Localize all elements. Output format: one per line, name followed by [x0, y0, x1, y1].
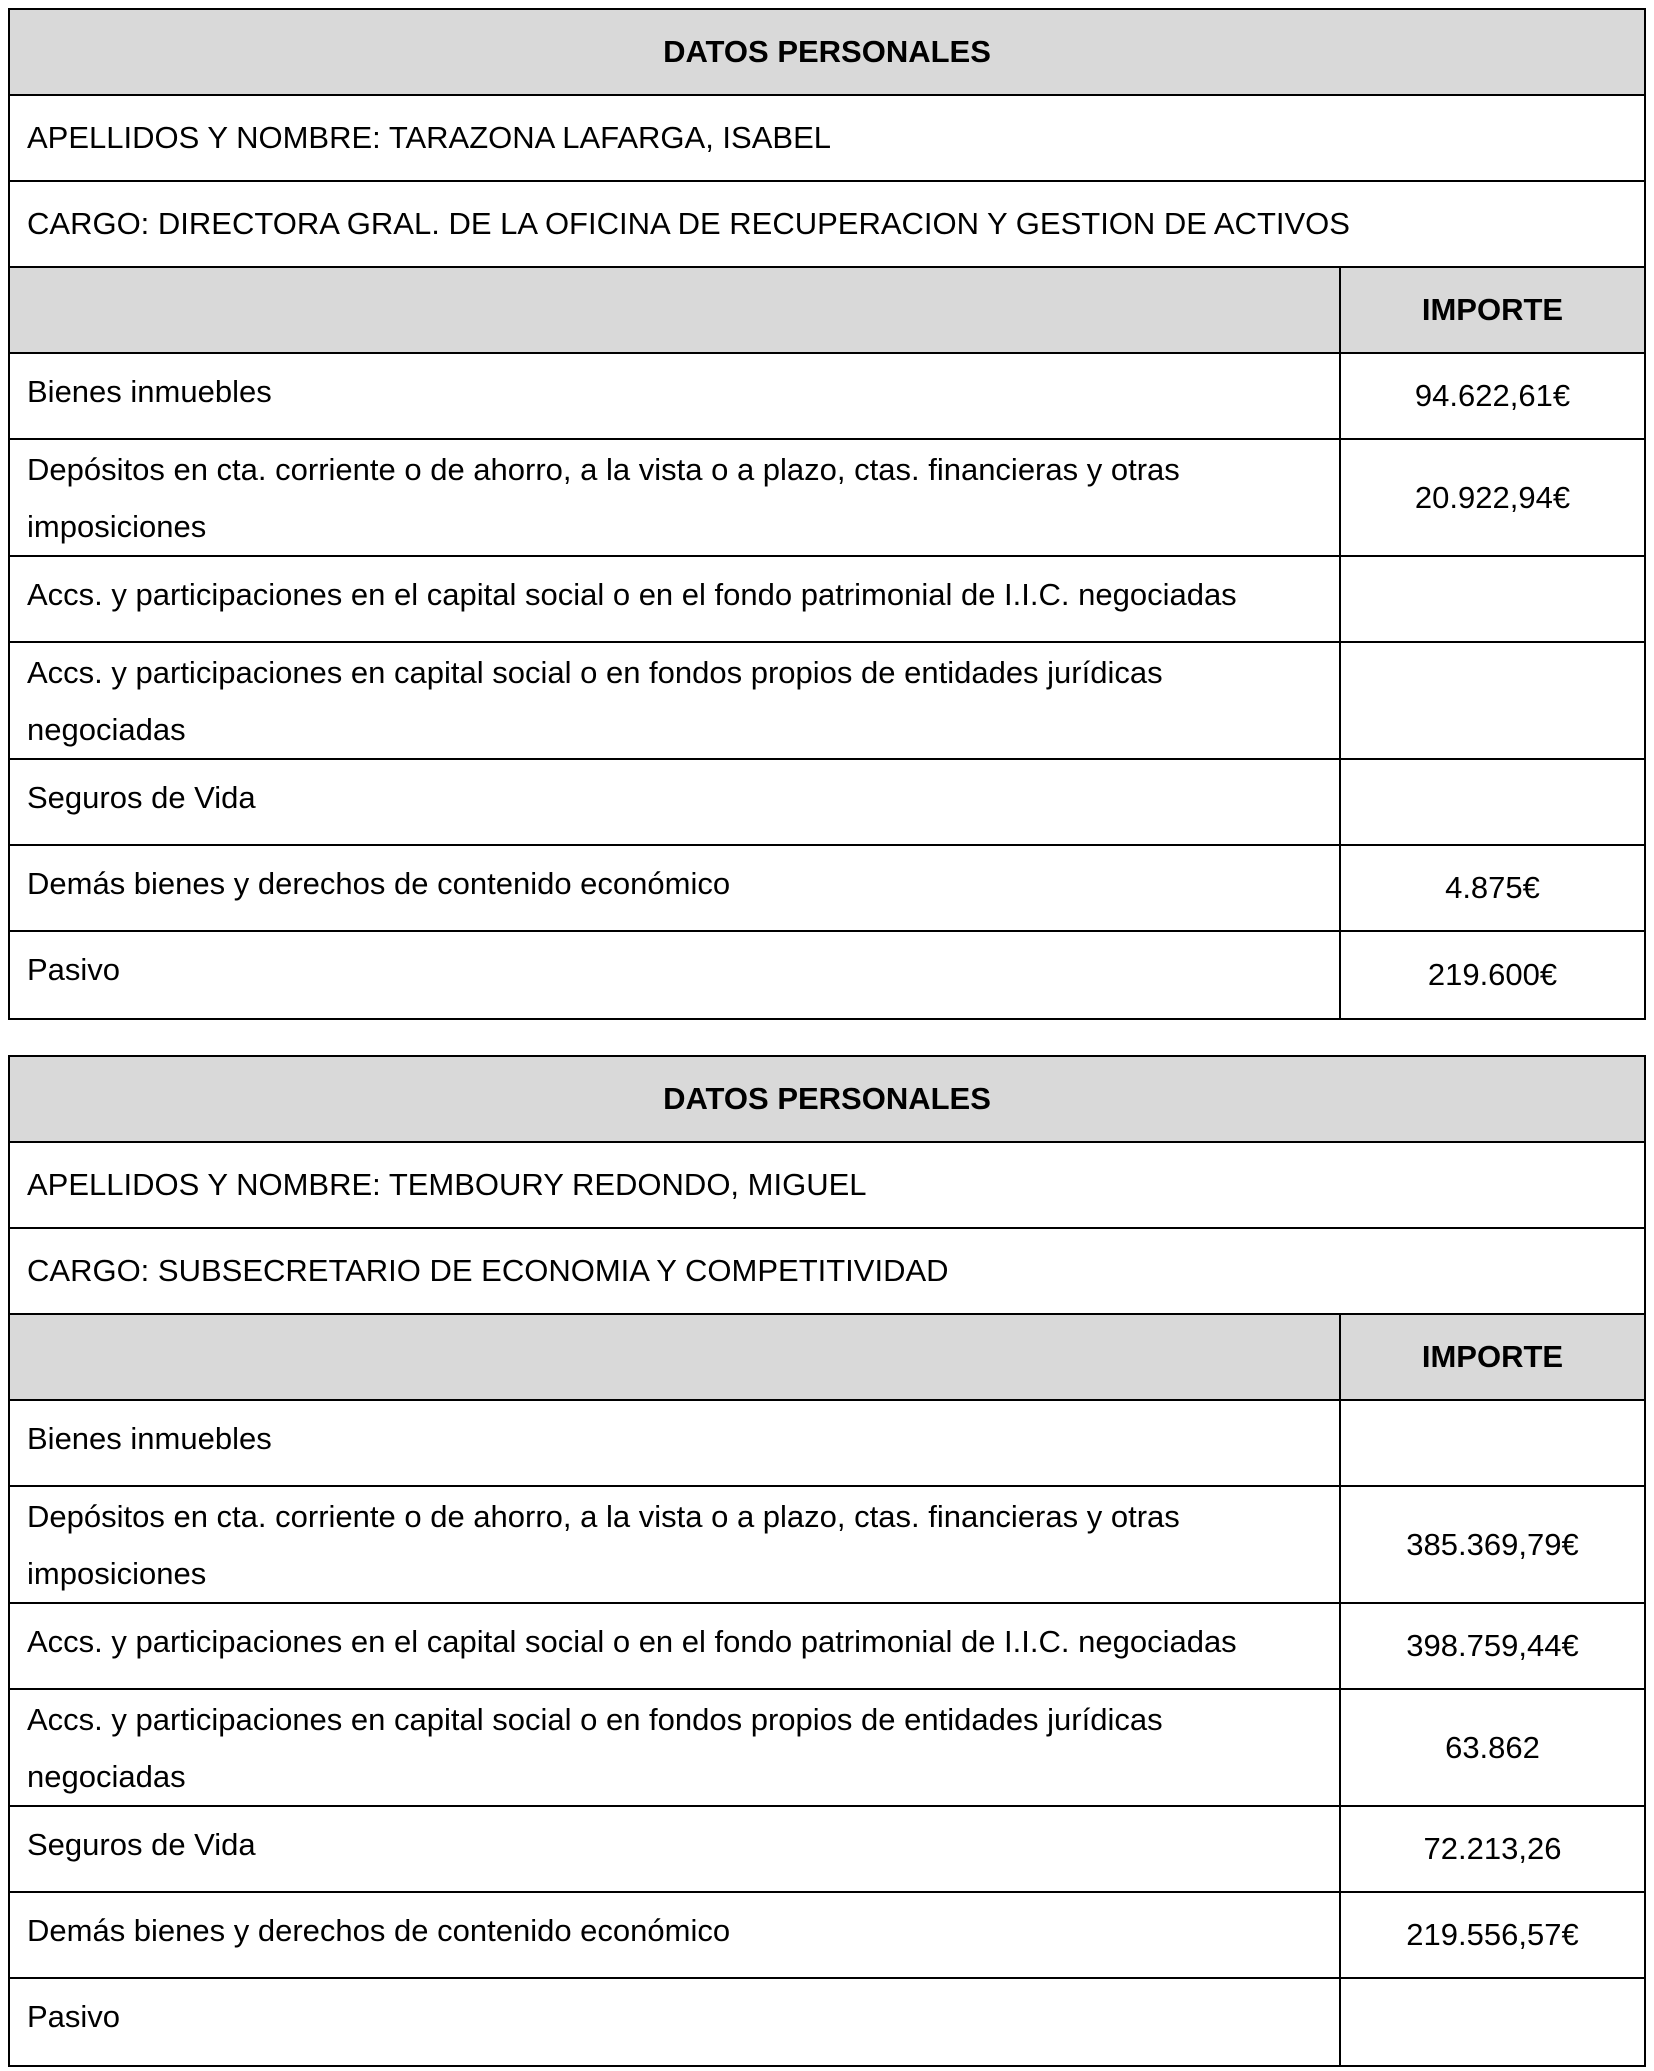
- table-row: [10, 440, 1644, 557]
- item-label: Accs. y participaciones en el capital social o en el fondo patrimonial de I.I.C. negociadas: [10, 1604, 1341, 1688]
- importe-header: IMPORTE: [1421, 1339, 1564, 1374]
- item-label: Pasivo: [10, 932, 1341, 1018]
- item-amount: [1341, 557, 1644, 641]
- section-header: DATOS PERSONALES: [10, 1057, 1644, 1143]
- table-row: [10, 354, 1644, 440]
- table-row: [10, 1979, 1644, 2065]
- item-label: Demás bienes y derechos de contenido económico: [10, 846, 1341, 930]
- item-amount: 72.213,26: [1423, 1831, 1562, 1866]
- declaration-table-2: [8, 1055, 1646, 2067]
- table-row: [10, 1893, 1644, 1979]
- importe-header: IMPORTE: [1421, 292, 1564, 327]
- item-amount: 4.875€: [1445, 870, 1540, 905]
- table-row: [10, 1487, 1644, 1604]
- table-row: [10, 1690, 1644, 1807]
- table-row: [10, 1807, 1644, 1893]
- name-line: APELLIDOS Y NOMBRE: TARAZONA LAFARGA, ISABEL: [10, 96, 1644, 182]
- table-row: [10, 1604, 1644, 1690]
- item-amount: 63.862: [1445, 1729, 1540, 1765]
- item-amount: 385.369,79€: [1406, 1526, 1579, 1562]
- item-label: Accs. y participaciones en capital social o en fondos propios de entidades jurídicas negociadas: [10, 643, 1341, 758]
- table-row: [10, 846, 1644, 932]
- name-line: APELLIDOS Y NOMBRE: TEMBOURY REDONDO, MIGUEL: [10, 1143, 1644, 1229]
- table-row: [10, 643, 1644, 760]
- table-row: [10, 1401, 1644, 1487]
- column-header-row: [10, 268, 1644, 354]
- item-amount: [1341, 643, 1644, 758]
- table-row: [10, 932, 1644, 1018]
- cargo-line: CARGO: DIRECTORA GRAL. DE LA OFICINA DE RECUPERACION Y GESTION DE ACTIVOS: [10, 182, 1644, 268]
- item-amount: 20.922,94€: [1414, 479, 1571, 515]
- item-label: Accs. y participaciones en capital social o en fondos propios de entidades jurídicas negociadas: [10, 1690, 1341, 1805]
- item-amount: 219.600€: [1427, 957, 1558, 992]
- cargo-line: CARGO: SUBSECRETARIO DE ECONOMIA Y COMPETITIVIDAD: [10, 1229, 1644, 1315]
- item-amount: 219.556,57€: [1406, 1917, 1579, 1952]
- item-label: Seguros de Vida: [10, 1807, 1341, 1891]
- declaration-table-1: [8, 8, 1646, 1020]
- empty-header-cell: [10, 1315, 1341, 1399]
- item-label: Bienes inmuebles: [10, 354, 1341, 438]
- table-row: [10, 760, 1644, 846]
- item-amount: [1341, 1401, 1644, 1485]
- item-amount: [1341, 760, 1644, 844]
- item-label: Depósitos en cta. corriente o de ahorro, a la vista o a plazo, ctas. financieras y otras imposiciones: [10, 1487, 1341, 1602]
- item-label: Demás bienes y derechos de contenido económico: [10, 1893, 1341, 1977]
- item-label: Pasivo: [10, 1979, 1341, 2065]
- item-amount: 94.622,61€: [1414, 378, 1571, 413]
- item-amount: [1341, 1979, 1644, 2065]
- item-label: Depósitos en cta. corriente o de ahorro, a la vista o a plazo, ctas. financieras y otras imposiciones: [10, 440, 1341, 555]
- item-label: Seguros de Vida: [10, 760, 1341, 844]
- item-label: Accs. y participaciones en el capital social o en el fondo patrimonial de I.I.C. negociadas: [10, 557, 1341, 641]
- item-label: Bienes inmuebles: [10, 1401, 1341, 1485]
- column-header-row: [10, 1315, 1644, 1401]
- item-amount: 398.759,44€: [1406, 1628, 1579, 1663]
- empty-header-cell: [10, 268, 1341, 352]
- section-header: DATOS PERSONALES: [10, 10, 1644, 96]
- table-row: [10, 557, 1644, 643]
